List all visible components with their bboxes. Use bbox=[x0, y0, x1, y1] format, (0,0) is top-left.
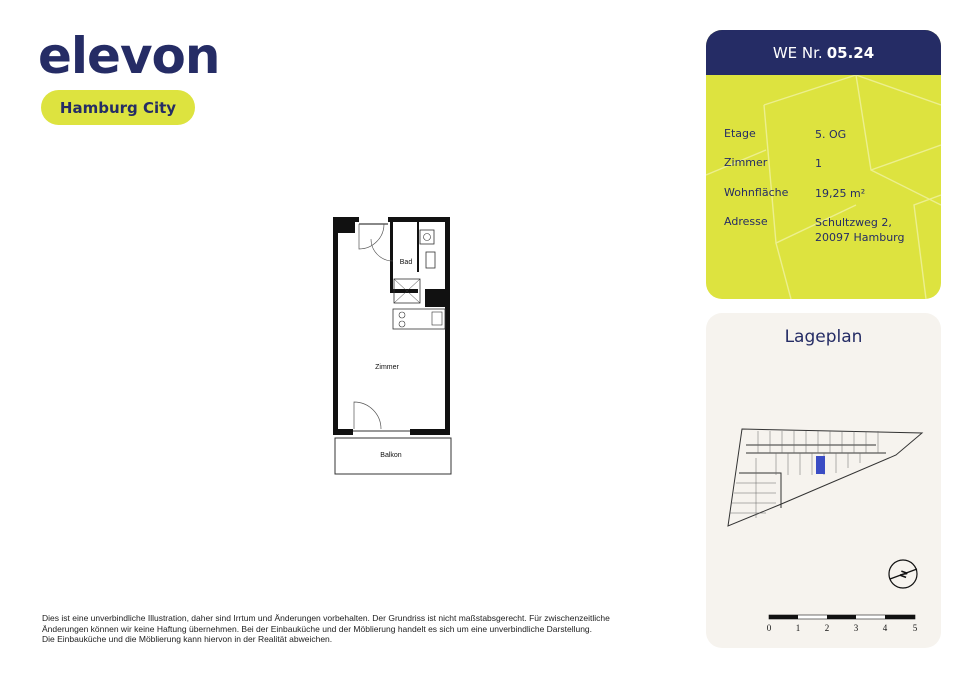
floor-plan bbox=[330, 213, 455, 478]
wall-top-right bbox=[388, 217, 450, 222]
bath-wall-inner bbox=[417, 222, 419, 272]
etage-label: Etage bbox=[724, 127, 756, 140]
wall-bottom-left bbox=[333, 429, 353, 435]
adresse-line-2: 20097 Hamburg bbox=[815, 231, 905, 244]
city-label: Hamburg City bbox=[59, 98, 177, 117]
toilet bbox=[426, 252, 435, 268]
zimmer-value: 1 bbox=[815, 157, 822, 170]
kitchen-sink bbox=[432, 312, 442, 325]
building-outline bbox=[728, 429, 922, 526]
highlighted-unit bbox=[816, 456, 825, 474]
city-badge bbox=[41, 90, 195, 125]
hob-1 bbox=[399, 312, 405, 318]
scale-tick-1: 1 bbox=[795, 623, 801, 633]
disclaimer bbox=[42, 613, 652, 645]
compass-north-label: N bbox=[898, 569, 911, 580]
wall-bottom-right bbox=[410, 429, 450, 435]
unit-prefix: WE Nr. bbox=[772, 43, 823, 62]
scale-tick-2: 2 bbox=[824, 623, 830, 633]
site-plan-map bbox=[706, 313, 941, 648]
unit-number-header bbox=[706, 30, 941, 75]
corner-pillar bbox=[333, 217, 355, 233]
unit-grid bbox=[730, 431, 878, 518]
adresse-line-1: Schultzweg 2, bbox=[815, 216, 892, 229]
scale-bar bbox=[769, 615, 915, 619]
disclaimer-line-3: Die Einbauküche und die Möblierung kann hiervon in der Realität abweichen. bbox=[42, 634, 333, 644]
balcony-door-swing bbox=[354, 402, 381, 429]
scale-tick-3: 3 bbox=[853, 623, 859, 633]
wohnflaeche-label: Wohnfläche bbox=[724, 186, 789, 199]
unit-info-card bbox=[706, 30, 941, 299]
washbasin-bowl bbox=[424, 234, 431, 241]
disclaimer-line-2: Änderungen können wir keine Haftung übernehmen. Bei der Einbauküche und der Möblierung handelt es sich um eine unverbindliche Darstellung. bbox=[42, 623, 593, 634]
shaft bbox=[425, 289, 445, 307]
elevon-logo: elevon bbox=[38, 27, 220, 85]
room-label-bad: Bad bbox=[399, 259, 413, 266]
disclaimer-line-1: Dies ist eine unverbindliche Illustration, daher sind Irrtum und Änderungen vorbehalten. Der Grundriss ist nicht maßstabsgerecht. Für zwischenzeitliche bbox=[42, 613, 610, 623]
wall-left bbox=[333, 217, 338, 435]
bath-door-swing bbox=[371, 239, 393, 261]
etage-value: 5. OG bbox=[815, 128, 847, 141]
bath-wall-left bbox=[390, 222, 393, 292]
hob-2 bbox=[399, 321, 405, 327]
scale-tick-0: 0 bbox=[766, 623, 772, 633]
wall-right bbox=[445, 217, 450, 435]
room-label-zimmer: Zimmer bbox=[375, 364, 399, 371]
unit-number: 05.24 bbox=[826, 43, 875, 62]
adresse-label: Adresse bbox=[724, 215, 768, 228]
wohnflaeche-value: 19,25 m² bbox=[815, 187, 866, 200]
entrance-door-swing bbox=[359, 224, 384, 249]
zimmer-label: Zimmer bbox=[724, 156, 768, 169]
site-plan-card bbox=[706, 313, 941, 648]
site-plan-title: Lageplan bbox=[784, 327, 863, 347]
scale-tick-5: 5 bbox=[912, 623, 918, 633]
washbasin bbox=[420, 230, 434, 244]
room-label-balkon: Balkon bbox=[380, 452, 402, 459]
adresse-value bbox=[815, 215, 935, 245]
scale-tick-4: 4 bbox=[882, 623, 888, 633]
compass bbox=[889, 560, 917, 588]
